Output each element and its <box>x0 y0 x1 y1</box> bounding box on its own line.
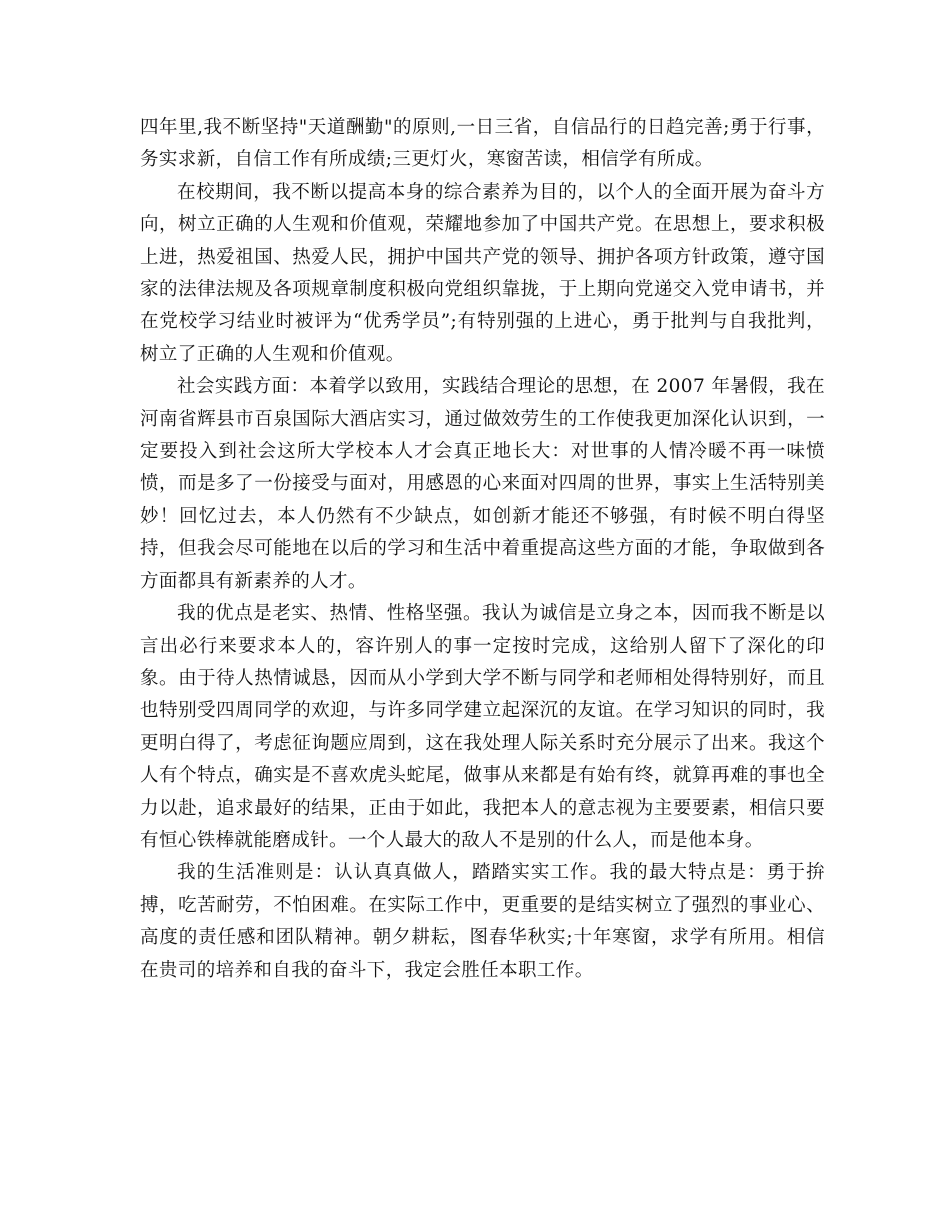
paragraph-4: 我的优点是老实、热情、性格坚强。我认为诚信是立身之本，因而我不断是以言出必行来要求本人的，容许别人的事一定按时完成，这给别人留下了深化的印象。由于待人热情诚恳，因而从小学到大学不断与同学和老师相处得特别好，而且也特别受四周同学的欢迎，与许多同学建立起深沉的友谊。在学习知识的同时，我更明白得了，考虑征询题应周到，这在我处理人际关系时充分展示了出来。我这个人有个特点，确实是不喜欢虎头蛇尾，做事从来都是有始有终，就算再难的事也全力以赴，追求最好的结果，正由于如此，我把本人的意志视为主要要素，相信只要有恒心铁棒就能磨成针。一个人最大的敌人不是别的什么人，而是他本身。 <box>140 603 825 851</box>
paragraph-1: 四年里,我不断坚持"天道酬勤"的原则,一日三省，自信品行的日趋完善;勇于行事，务实求新，自信工作有所成绩;三更灯火，寒窗苦读，相信学有所成。 <box>140 117 825 171</box>
paragraph-5: 我的生活准则是：认认真真做人，踏踏实实工作。我的最大特点是：勇于拚搏，吃苦耐劳，不怕困难。在实际工作中，更重要的是结实树立了强烈的事业心、高度的责任感和团队精神。朝夕耕耘，图春华秋实;十年寒窗，求学有所用。相信在贵司的培养和自我的奋斗下，我定会胜任本职工作。 <box>140 862 825 981</box>
paragraph-2: 在校期间，我不断以提高本身的综合素养为目的，以个人的全面开展为奋斗方向，树立正确的人生观和价值观，荣耀地参加了中国共产党。在思想上，要求积极上进，热爱祖国、热爱人民，拥护中国共产党的领导、拥护各项方针政策，遵守国家的法律法规及各项规章制度积极向党组织靠拢，于上期向党递交入党申请书，并在党校学习结业时被评为“优秀学员”;有特别强的上进心，勇于批判与自我批判，树立了正确的人生观和价值观。 <box>140 181 825 365</box>
paragraph-3: 社会实践方面：本着学以致用，实践结合理论的思想，在 2007 年暑假，我在河南省辉县市百泉国际大酒店实习，通过做效劳生的工作使我更加深化认识到，一定要投入到社会这所大学校本人才会真正地长大：对世事的人情冷暖不再一味愤愤，而是多了一份接受与面对，用感恩的心来面对四周的世界，事实上生活特别美妙！回忆过去，本人仍然有不少缺点，如创新才能还不够强，有时候不明白得坚持，但我会尽可能地在以后的学习和生活中着重提高这些方面的才能，争取做到各方面都具有新素养的人才。 <box>140 376 825 592</box>
